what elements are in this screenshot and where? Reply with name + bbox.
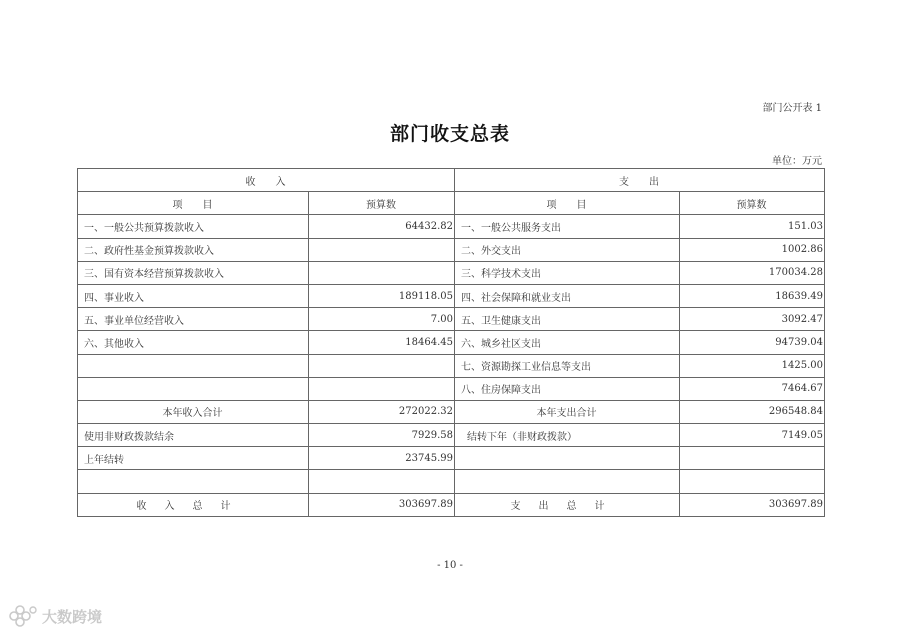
section-header-row — [78, 169, 825, 192]
expense-header: 支 出 — [455, 169, 825, 192]
income-item — [78, 377, 309, 400]
income-item-col-header: 项 目 — [78, 192, 309, 215]
income-item: 六、其他收入 — [78, 331, 309, 354]
expense-year-total-label: 本年支出合计 — [455, 400, 680, 423]
watermark-text: 大数跨境 — [42, 607, 103, 626]
empty-cell — [455, 447, 680, 470]
income-budget-col-header: 预算数 — [309, 192, 455, 215]
income-grand-total-label-text: 收入总计 — [136, 501, 249, 513]
watermark — [8, 604, 102, 628]
expense-grand-total-label — [455, 493, 680, 516]
empty-row — [78, 470, 825, 493]
income-grand-total-label — [78, 493, 309, 516]
table-row — [78, 261, 825, 284]
carry-forward-next-label: 结转下年（非财政拨款） — [455, 424, 680, 447]
expense-value: 1002.86 — [680, 238, 825, 261]
empty-cell — [309, 470, 455, 493]
expense-item: 五、卫生健康支出 — [455, 308, 680, 331]
income-grand-total: 303697.89 — [309, 493, 455, 516]
expense-grand-total: 303697.89 — [680, 493, 825, 516]
expense-value: 151.03 — [680, 215, 825, 238]
year-total-row — [78, 400, 825, 423]
expense-value: 18639.49 — [680, 284, 825, 307]
table-row — [78, 284, 825, 307]
expense-item: 一、一般公共服务支出 — [455, 215, 680, 238]
expense-item: 四、社会保障和就业支出 — [455, 284, 680, 307]
expense-item: 三、科学技术支出 — [455, 261, 680, 284]
income-item: 三、国有资本经营预算拨款收入 — [78, 261, 309, 284]
grand-total-row — [78, 493, 825, 516]
income-year-total: 272022.32 — [309, 400, 455, 423]
table-row — [78, 377, 825, 400]
empty-cell — [680, 470, 825, 493]
page-number: - 10 - — [437, 560, 463, 571]
empty-cell — [78, 470, 309, 493]
budget-table — [77, 168, 825, 517]
income-value — [309, 238, 455, 261]
income-value — [309, 261, 455, 284]
income-value: 7.00 — [309, 308, 455, 331]
expense-item: 二、外交支出 — [455, 238, 680, 261]
carry-forward-next: 7149.05 — [680, 424, 825, 447]
expense-budget-col-header: 预算数 — [680, 192, 825, 215]
expense-item: 六、城乡社区支出 — [455, 331, 680, 354]
table-row — [78, 238, 825, 261]
expense-year-total: 296548.84 — [680, 400, 825, 423]
table-row — [78, 354, 825, 377]
income-item: 二、政府性基金预算拨款收入 — [78, 238, 309, 261]
expense-item: 八、住房保障支出 — [455, 377, 680, 400]
empty-cell — [680, 447, 825, 470]
income-value — [309, 377, 455, 400]
nonfiscal-balance: 7929.58 — [309, 424, 455, 447]
expense-value: 1425.00 — [680, 354, 825, 377]
income-value: 189118.05 — [309, 284, 455, 307]
income-item — [78, 354, 309, 377]
income-header: 收 入 — [78, 169, 455, 192]
expense-value: 94739.04 — [680, 331, 825, 354]
page-title: 部门收支总表 — [389, 123, 510, 145]
column-header-row — [78, 192, 825, 215]
table-row — [78, 331, 825, 354]
empty-cell — [455, 470, 680, 493]
table-row — [78, 215, 825, 238]
form-id: 部门公开表 1 — [762, 103, 822, 114]
income-item: 四、事业收入 — [78, 284, 309, 307]
expense-value: 3092.47 — [680, 308, 825, 331]
expense-item-col-header: 项 目 — [455, 192, 680, 215]
income-year-total-label: 本年收入合计 — [78, 400, 309, 423]
nonfiscal-balance-label: 使用非财政拨款结余 — [78, 424, 309, 447]
expense-value: 170034.28 — [680, 261, 825, 284]
table-row — [78, 308, 825, 331]
unit-label: 单位：万元 — [772, 156, 822, 167]
income-value: 64432.82 — [309, 215, 455, 238]
carry-row — [78, 447, 825, 470]
income-item: 一、一般公共预算拨款收入 — [78, 215, 309, 238]
expense-item: 七、资源勘探工业信息等支出 — [455, 354, 680, 377]
last-year-carry-label: 上年结转 — [78, 447, 309, 470]
income-item: 五、事业单位经营收入 — [78, 308, 309, 331]
last-year-carry: 23745.99 — [309, 447, 455, 470]
expense-grand-total-label-text: 支出总计 — [510, 501, 623, 513]
balance-row — [78, 424, 825, 447]
flower-logo-icon — [8, 604, 38, 628]
income-value — [309, 354, 455, 377]
income-value: 18464.45 — [309, 331, 455, 354]
expense-value: 7464.67 — [680, 377, 825, 400]
